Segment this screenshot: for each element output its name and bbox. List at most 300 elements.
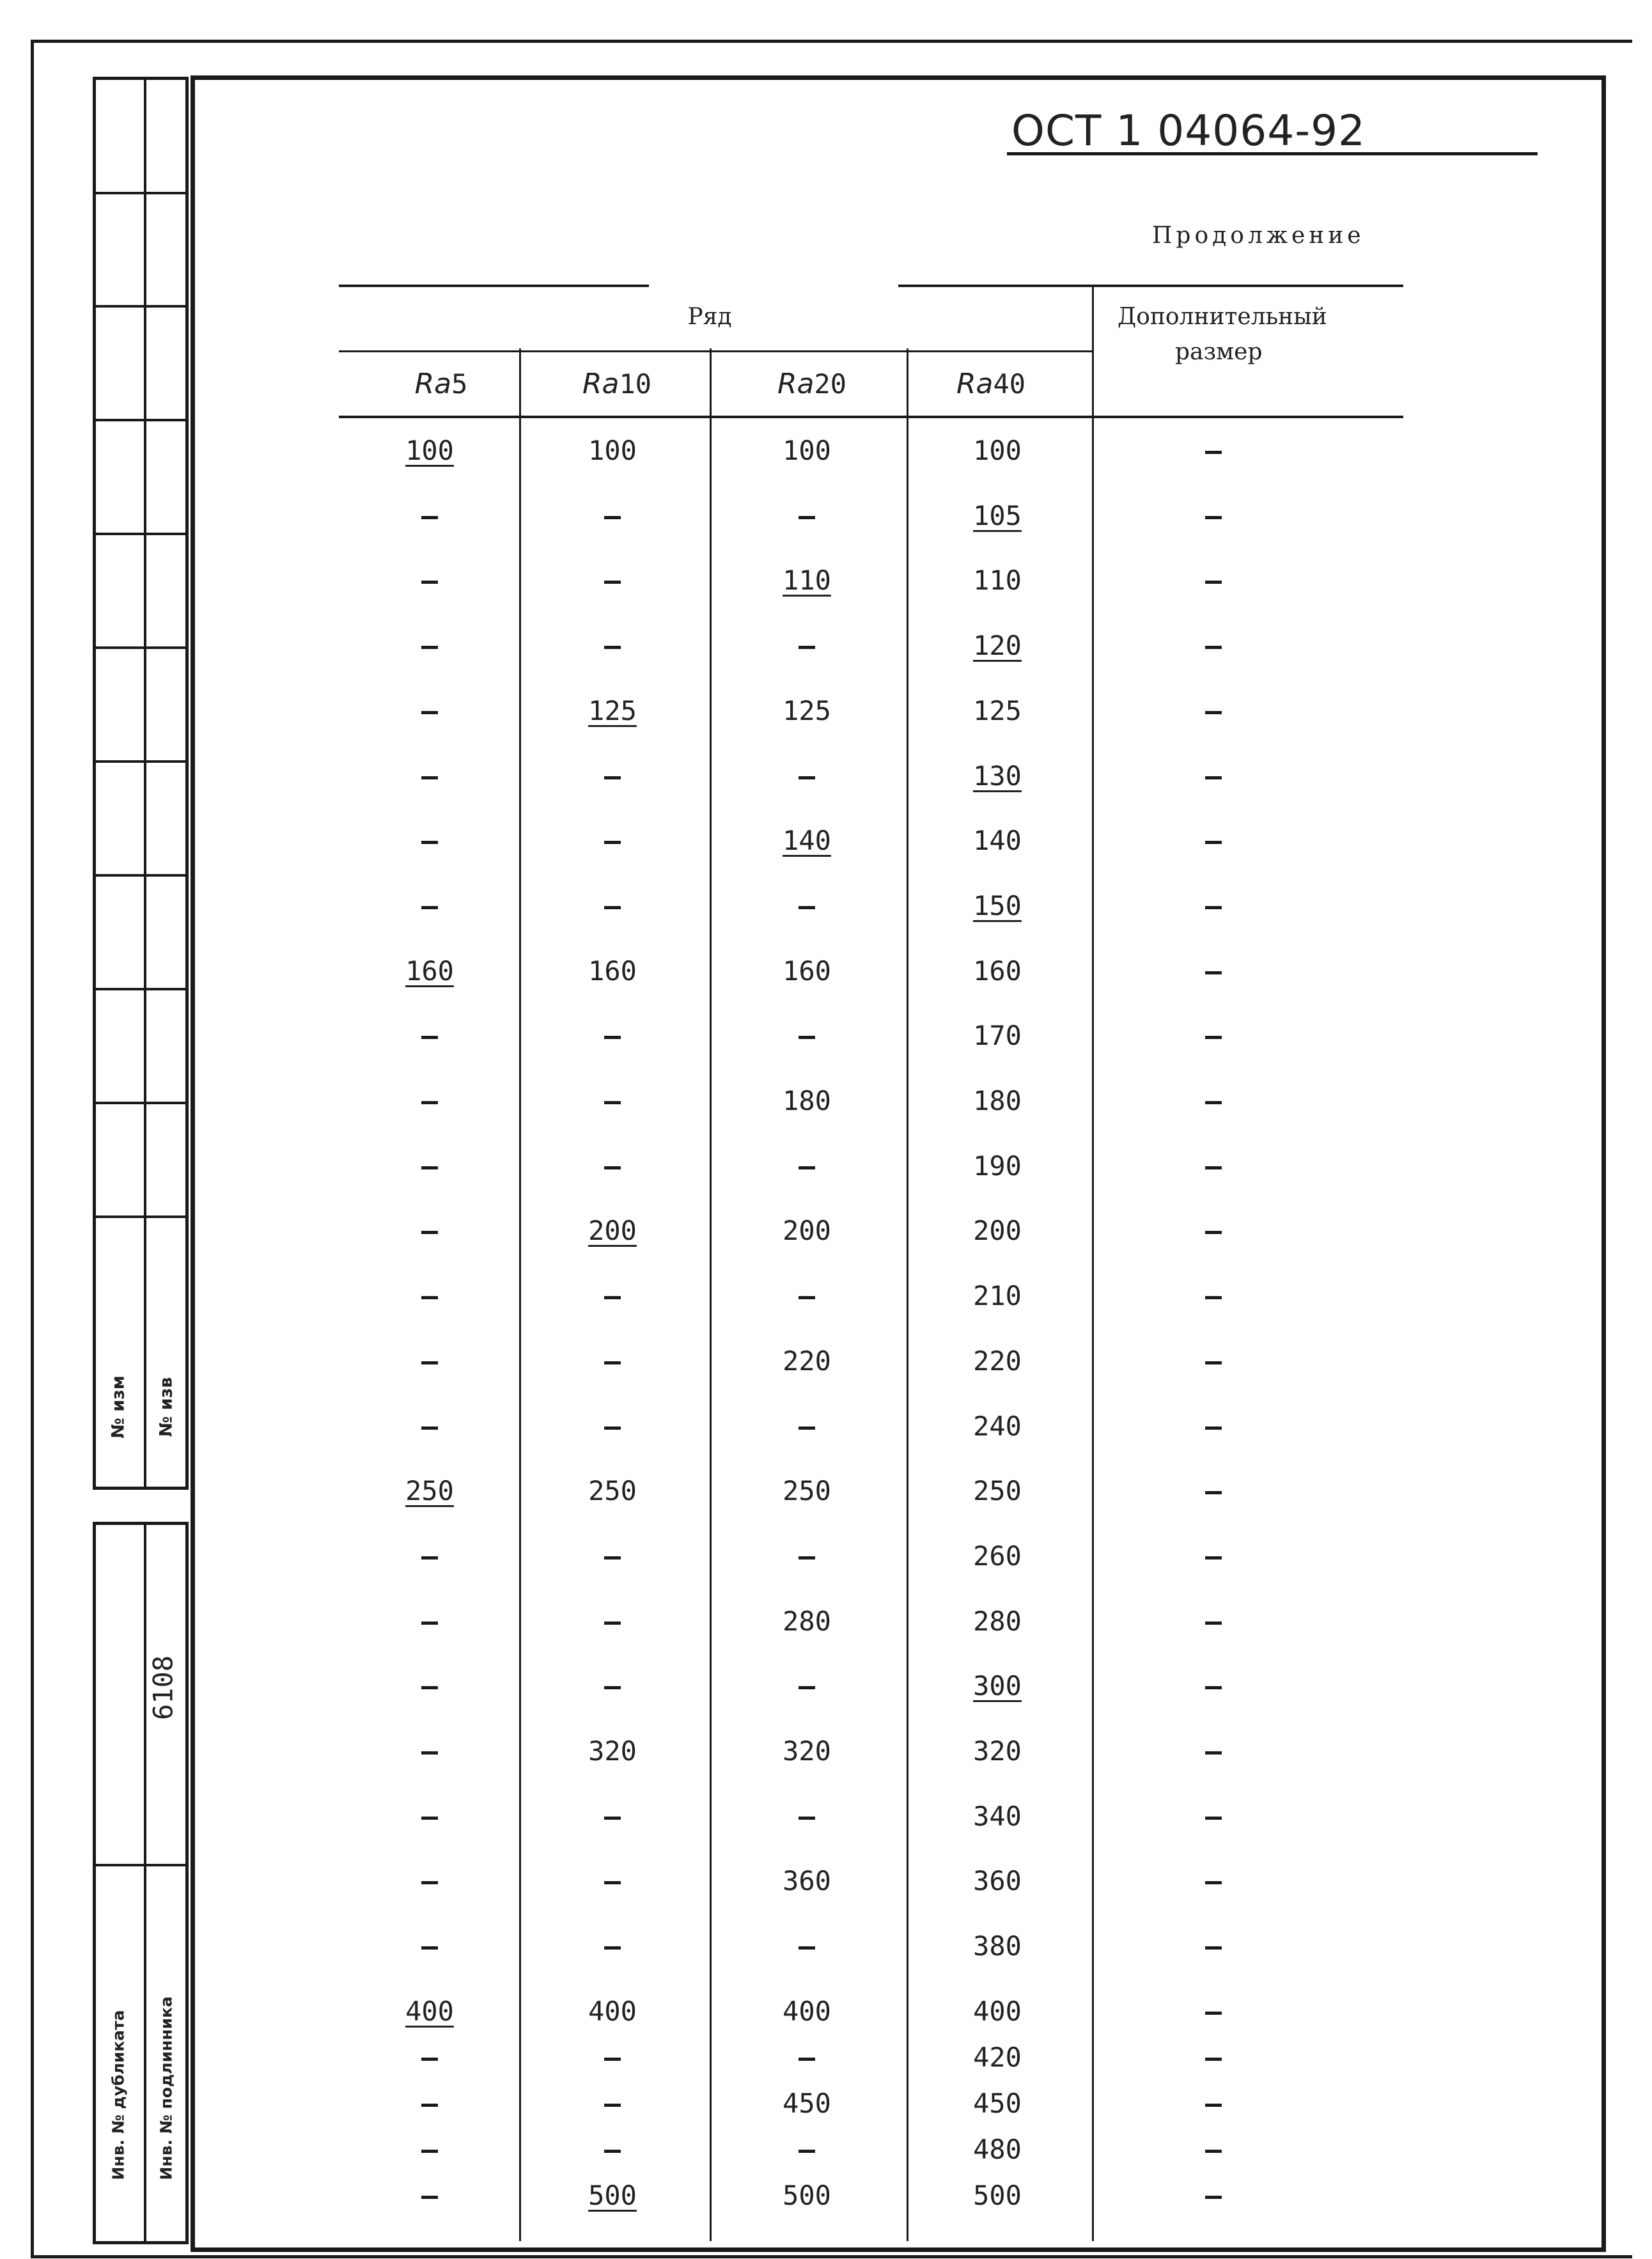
cell-value: 400 [405, 1995, 454, 2027]
dash-mark [799, 2150, 815, 2153]
column-divider [1092, 286, 1094, 2241]
dash-mark [1205, 1491, 1222, 1494]
cell-extra [1137, 1540, 1290, 1572]
cell-extra [1137, 1411, 1290, 1442]
cell-ra5 [353, 1411, 506, 1442]
cell-value: 100 [783, 435, 831, 466]
dash-mark [421, 2196, 438, 2199]
cell-value: 300 [973, 1670, 1022, 1702]
dash-mark [604, 776, 621, 779]
cell-ra20 [730, 1801, 884, 1832]
cell-ra5 [353, 1606, 506, 1637]
dash-mark [604, 1101, 621, 1104]
cell-value: 400 [973, 1995, 1022, 2027]
cell-ra20 [730, 1735, 884, 1767]
cell-ra40 [921, 955, 1074, 987]
cell-value: 320 [588, 1735, 637, 1767]
table-top-rule [898, 285, 1403, 287]
dash-mark [421, 1881, 438, 1884]
cell-extra [1137, 1996, 1290, 2027]
cell-ra5 [353, 1020, 506, 1051]
column-divider [519, 348, 521, 2241]
cell-ra5 [353, 1280, 506, 1311]
strip-rule [96, 192, 185, 194]
cell-ra40 [921, 565, 1074, 596]
cell-ra40 [921, 1215, 1074, 1246]
cell-ra5 [353, 1150, 506, 1182]
column-header-ra20: Ra20 [777, 368, 847, 400]
dash-mark [799, 516, 815, 519]
cell-ra5 [353, 500, 506, 531]
cell-extra [1137, 825, 1290, 856]
inventory-strip [93, 1522, 189, 2244]
strip-rule [96, 1215, 185, 1218]
cell-ra40 [921, 825, 1074, 856]
cell-ra10 [536, 1475, 689, 1506]
dash-mark [604, 1817, 621, 1820]
cell-extra [1137, 1150, 1290, 1182]
cell-value: 105 [973, 499, 1022, 531]
cell-value: 450 [783, 2087, 831, 2119]
dash-mark [604, 581, 621, 584]
cell-value: 260 [973, 1540, 1022, 1572]
cell-value: 320 [783, 1735, 831, 1767]
cell-value: 450 [973, 2087, 1022, 2119]
document-code: ОСТ 1 04064-92 [1011, 106, 1366, 155]
cell-ra10 [536, 890, 689, 921]
cell-extra [1137, 500, 1290, 531]
dash-mark [1205, 711, 1222, 714]
dash-mark [604, 2150, 621, 2153]
cell-ra40 [921, 1670, 1074, 1701]
dash-mark [421, 1751, 438, 1755]
cell-ra10 [536, 1735, 689, 1767]
dash-mark [421, 776, 438, 779]
strip-rule [96, 1864, 185, 1866]
cell-ra10 [536, 565, 689, 596]
strip-rule [96, 533, 185, 535]
cell-extra [1137, 1215, 1290, 1246]
cell-ra20 [730, 1345, 884, 1377]
cell-ra40 [921, 1801, 1074, 1832]
cell-ra40 [921, 890, 1074, 921]
cell-ra5 [353, 890, 506, 921]
cell-ra10 [536, 1411, 689, 1442]
dash-mark [1205, 776, 1222, 779]
cell-extra [1137, 955, 1290, 987]
strip-rule [96, 646, 185, 649]
dash-mark [1205, 841, 1222, 844]
cell-extra [1137, 1280, 1290, 1311]
dash-mark [1205, 516, 1222, 519]
dash-mark [1205, 971, 1222, 974]
label-change-number: № изм [108, 1375, 129, 1439]
dash-mark [421, 1231, 438, 1234]
dash-mark [421, 906, 438, 909]
cell-ra40 [921, 1411, 1074, 1442]
dash-mark [421, 1101, 438, 1104]
cell-ra20 [730, 2134, 884, 2165]
dash-mark [604, 1427, 621, 1430]
cell-value: 220 [973, 1345, 1022, 1377]
dash-mark [1205, 1556, 1222, 1559]
dash-mark [799, 1427, 815, 1430]
cell-ra5 [353, 1085, 506, 1116]
dash-mark [421, 1427, 438, 1430]
dash-mark [799, 1036, 815, 1039]
cell-value: 250 [973, 1475, 1022, 1507]
cell-ra40 [921, 630, 1074, 661]
column-header-ra10: Ra10 [582, 368, 652, 400]
dash-mark [1205, 2058, 1222, 2061]
cell-value: 190 [973, 1150, 1022, 1182]
cell-value: 160 [588, 955, 637, 987]
cell-extra [1137, 695, 1290, 726]
cell-ra10 [536, 1085, 689, 1116]
cell-value: 160 [973, 955, 1022, 987]
cell-value: 120 [973, 630, 1022, 662]
dash-mark [421, 1361, 438, 1364]
dash-mark [1205, 1427, 1222, 1430]
cell-ra20 [730, 825, 884, 856]
cell-ra20 [730, 1280, 884, 1311]
cell-ra5 [353, 435, 506, 466]
cell-value: 360 [783, 1865, 831, 1897]
cell-value: 140 [783, 825, 831, 857]
dash-mark [604, 2104, 621, 2107]
cell-value: 100 [588, 435, 637, 466]
cell-value: 500 [588, 2179, 637, 2211]
dash-mark [604, 1686, 621, 1689]
cell-ra5 [353, 565, 506, 596]
cell-value: 210 [973, 1280, 1022, 1312]
original-inventory-number: 6108 [147, 1655, 179, 1721]
cell-value: 250 [405, 1475, 454, 1507]
cell-value: 150 [973, 889, 1022, 921]
cell-ra20 [730, 2088, 884, 2119]
cell-value: 500 [783, 2179, 831, 2211]
dash-mark [1205, 2196, 1222, 2199]
cell-extra [1137, 435, 1290, 466]
cell-extra [1137, 630, 1290, 661]
dash-mark [604, 841, 621, 844]
dash-mark [799, 776, 815, 779]
cell-extra [1137, 1475, 1290, 1506]
cell-ra40 [921, 1735, 1074, 1767]
cell-extra [1137, 1930, 1290, 1962]
cell-ra40 [921, 1930, 1074, 1962]
cell-ra10 [536, 1345, 689, 1377]
cell-extra [1137, 2134, 1290, 2165]
dash-mark [421, 1166, 438, 1169]
cell-extra [1137, 1606, 1290, 1637]
cell-ra10 [536, 1996, 689, 2027]
cell-extra [1137, 1345, 1290, 1377]
cell-value: 340 [973, 1800, 1022, 1832]
dash-mark [421, 516, 438, 519]
cell-ra5 [353, 1540, 506, 1572]
cell-ra20 [730, 955, 884, 987]
dash-mark [1205, 1296, 1222, 1299]
dash-mark [1205, 1036, 1222, 1039]
cell-value: 200 [588, 1215, 637, 1247]
dash-mark [421, 711, 438, 714]
label-notice-number: № изв [156, 1377, 176, 1437]
cell-ra5 [353, 1215, 506, 1246]
dash-mark [1205, 1946, 1222, 1950]
dash-mark [1205, 2104, 1222, 2107]
cell-ra40 [921, 1606, 1074, 1637]
cell-value: 180 [973, 1085, 1022, 1116]
cell-ra20 [730, 695, 884, 726]
cell-ra20 [730, 565, 884, 596]
cell-value: 500 [973, 2179, 1022, 2211]
cell-ra40 [921, 500, 1074, 531]
dash-mark [1205, 906, 1222, 909]
cell-ra20 [730, 630, 884, 661]
dash-mark [604, 1556, 621, 1559]
cell-ra10 [536, 1606, 689, 1637]
cell-ra5 [353, 1801, 506, 1832]
cell-value: 420 [973, 2041, 1022, 2073]
cell-extra [1137, 1865, 1290, 1896]
cell-value: 280 [783, 1605, 831, 1637]
cell-value: 125 [783, 694, 831, 726]
column-header-ra40: Ra40 [956, 368, 1026, 400]
cell-ra20 [730, 1670, 884, 1701]
dash-mark [1205, 451, 1222, 454]
cell-ra10 [536, 1540, 689, 1572]
document-code-underline [1007, 152, 1538, 155]
cell-ra10 [536, 2134, 689, 2165]
cell-ra5 [353, 2134, 506, 2165]
cell-ra40 [921, 1540, 1074, 1572]
cell-value: 160 [405, 955, 454, 987]
cell-value: 180 [783, 1085, 831, 1116]
cell-ra5 [353, 760, 506, 792]
label-original-inventory: Инв. № подлинника [157, 1996, 176, 2180]
series-group-header: Ряд [687, 304, 732, 330]
dash-mark [421, 646, 438, 649]
cell-ra5 [353, 2180, 506, 2211]
cell-ra40 [921, 695, 1074, 726]
cell-ra20 [730, 1475, 884, 1506]
cell-ra5 [353, 1475, 506, 1506]
cell-ra40 [921, 2180, 1074, 2211]
cell-ra10 [536, 435, 689, 466]
strip-rule [96, 419, 185, 421]
strip-rule [96, 760, 185, 763]
cell-extra [1137, 1670, 1290, 1701]
table-header-bottom-rule [339, 416, 1403, 418]
dash-mark [421, 2058, 438, 2061]
cell-ra10 [536, 2088, 689, 2119]
cell-ra10 [536, 1670, 689, 1701]
cell-extra [1137, 890, 1290, 921]
cell-ra5 [353, 955, 506, 987]
continuation-label: Продолжение [1152, 223, 1365, 249]
strip-divider [144, 80, 146, 1487]
cell-ra10 [536, 500, 689, 531]
cell-ra20 [730, 1150, 884, 1182]
dash-mark [604, 1166, 621, 1169]
cell-ra5 [353, 1670, 506, 1701]
dash-mark [799, 2058, 815, 2061]
cell-value: 400 [588, 1995, 637, 2027]
cell-extra [1137, 2088, 1290, 2119]
cell-extra [1137, 1085, 1290, 1116]
series-header-rule [339, 350, 1093, 352]
cell-ra10 [536, 955, 689, 987]
dash-mark [1205, 646, 1222, 649]
cell-value: 130 [973, 760, 1022, 792]
dash-mark [1205, 1751, 1222, 1755]
cell-ra10 [536, 630, 689, 661]
cell-ra40 [921, 1020, 1074, 1051]
cell-ra40 [921, 1280, 1074, 1311]
dash-mark [1205, 1881, 1222, 1884]
cell-ra5 [353, 1735, 506, 1767]
cell-ra5 [353, 825, 506, 856]
dash-mark [604, 646, 621, 649]
cell-value: 170 [973, 1020, 1022, 1052]
dash-mark [1205, 1101, 1222, 1104]
cell-ra5 [353, 1930, 506, 1962]
cell-ra20 [730, 2180, 884, 2211]
cell-value: 380 [973, 1930, 1022, 1962]
dash-mark [604, 1622, 621, 1625]
strip-rule [96, 305, 185, 308]
column-divider [907, 348, 908, 2241]
dash-mark [799, 1556, 815, 1559]
strip-rule [96, 874, 185, 877]
dash-mark [421, 841, 438, 844]
cell-ra10 [536, 1801, 689, 1832]
cell-ra20 [730, 1215, 884, 1246]
cell-ra10 [536, 695, 689, 726]
dash-mark [799, 1296, 815, 1299]
cell-extra [1137, 565, 1290, 596]
cell-ra20 [730, 760, 884, 792]
cell-ra20 [730, 1606, 884, 1637]
cell-ra10 [536, 1865, 689, 1896]
extra-size-header-line1: Дополнительный [1118, 304, 1327, 330]
cell-ra10 [536, 2180, 689, 2211]
dash-mark [1205, 2150, 1222, 2153]
dash-mark [1205, 581, 1222, 584]
cell-value: 140 [973, 825, 1022, 857]
dash-mark [1205, 1231, 1222, 1234]
cell-ra5 [353, 1996, 506, 2027]
cell-ra40 [921, 2088, 1074, 2119]
cell-value: 320 [973, 1735, 1022, 1767]
cell-ra10 [536, 2042, 689, 2073]
cell-value: 480 [973, 2133, 1022, 2165]
cell-ra40 [921, 1345, 1074, 1377]
cell-ra40 [921, 1475, 1074, 1506]
cell-extra [1137, 760, 1290, 792]
dash-mark [799, 1166, 815, 1169]
cell-ra5 [353, 1345, 506, 1377]
dash-mark [604, 1036, 621, 1039]
cell-value: 400 [783, 1995, 831, 2027]
cell-value: 280 [973, 1605, 1022, 1637]
dash-mark [421, 1556, 438, 1559]
cell-ra20 [730, 1865, 884, 1896]
strip-rule [96, 1102, 185, 1104]
cell-value: 250 [783, 1475, 831, 1507]
dash-mark [421, 2104, 438, 2107]
cell-value: 360 [973, 1865, 1022, 1897]
cell-ra10 [536, 1280, 689, 1311]
revision-strip [93, 77, 189, 1490]
dash-mark [1205, 2012, 1222, 2015]
cell-ra5 [353, 2042, 506, 2073]
dash-mark [1205, 1361, 1222, 1364]
table-top-rule [339, 285, 649, 287]
dash-mark [799, 1817, 815, 1820]
dash-mark [421, 1296, 438, 1299]
dash-mark [799, 646, 815, 649]
cell-ra40 [921, 760, 1074, 792]
cell-value: 250 [588, 1475, 637, 1507]
cell-ra5 [353, 1865, 506, 1896]
dash-mark [604, 1881, 621, 1884]
cell-value: 200 [973, 1215, 1022, 1247]
cell-ra40 [921, 435, 1074, 466]
cell-ra10 [536, 1215, 689, 1246]
strip-divider [144, 1525, 146, 2241]
dash-mark [421, 1946, 438, 1950]
cell-value: 100 [973, 435, 1022, 466]
cell-ra10 [536, 1150, 689, 1182]
cell-ra20 [730, 1411, 884, 1442]
cell-ra40 [921, 2042, 1074, 2073]
cell-value: 110 [783, 565, 831, 597]
cell-extra [1137, 1735, 1290, 1767]
dash-mark [421, 2150, 438, 2153]
cell-ra5 [353, 630, 506, 661]
cell-extra [1137, 2042, 1290, 2073]
column-header-ra5: Ra5 [414, 368, 468, 400]
column-divider [710, 348, 712, 2241]
dash-mark [604, 516, 621, 519]
cell-value: 200 [783, 1215, 831, 1247]
dash-mark [1205, 1166, 1222, 1169]
dash-mark [799, 906, 815, 909]
cell-value: 125 [973, 694, 1022, 726]
cell-ra20 [730, 1020, 884, 1051]
dash-mark [421, 1622, 438, 1625]
dash-mark [1205, 1686, 1222, 1689]
cell-ra20 [730, 1540, 884, 1572]
cell-extra [1137, 1801, 1290, 1832]
cell-ra5 [353, 695, 506, 726]
cell-ra20 [730, 1085, 884, 1116]
dash-mark [604, 2058, 621, 2061]
dash-mark [604, 1946, 621, 1950]
cell-ra40 [921, 1085, 1074, 1116]
dash-mark [799, 1946, 815, 1950]
cell-value: 160 [783, 955, 831, 987]
dash-mark [1205, 1817, 1222, 1820]
dash-mark [799, 1686, 815, 1689]
cell-extra [1137, 2180, 1290, 2211]
strip-rule [96, 988, 185, 990]
cell-ra40 [921, 2134, 1074, 2165]
label-duplicate-inventory: Инв. № дубликата [109, 2010, 128, 2180]
cell-value: 110 [973, 565, 1022, 597]
